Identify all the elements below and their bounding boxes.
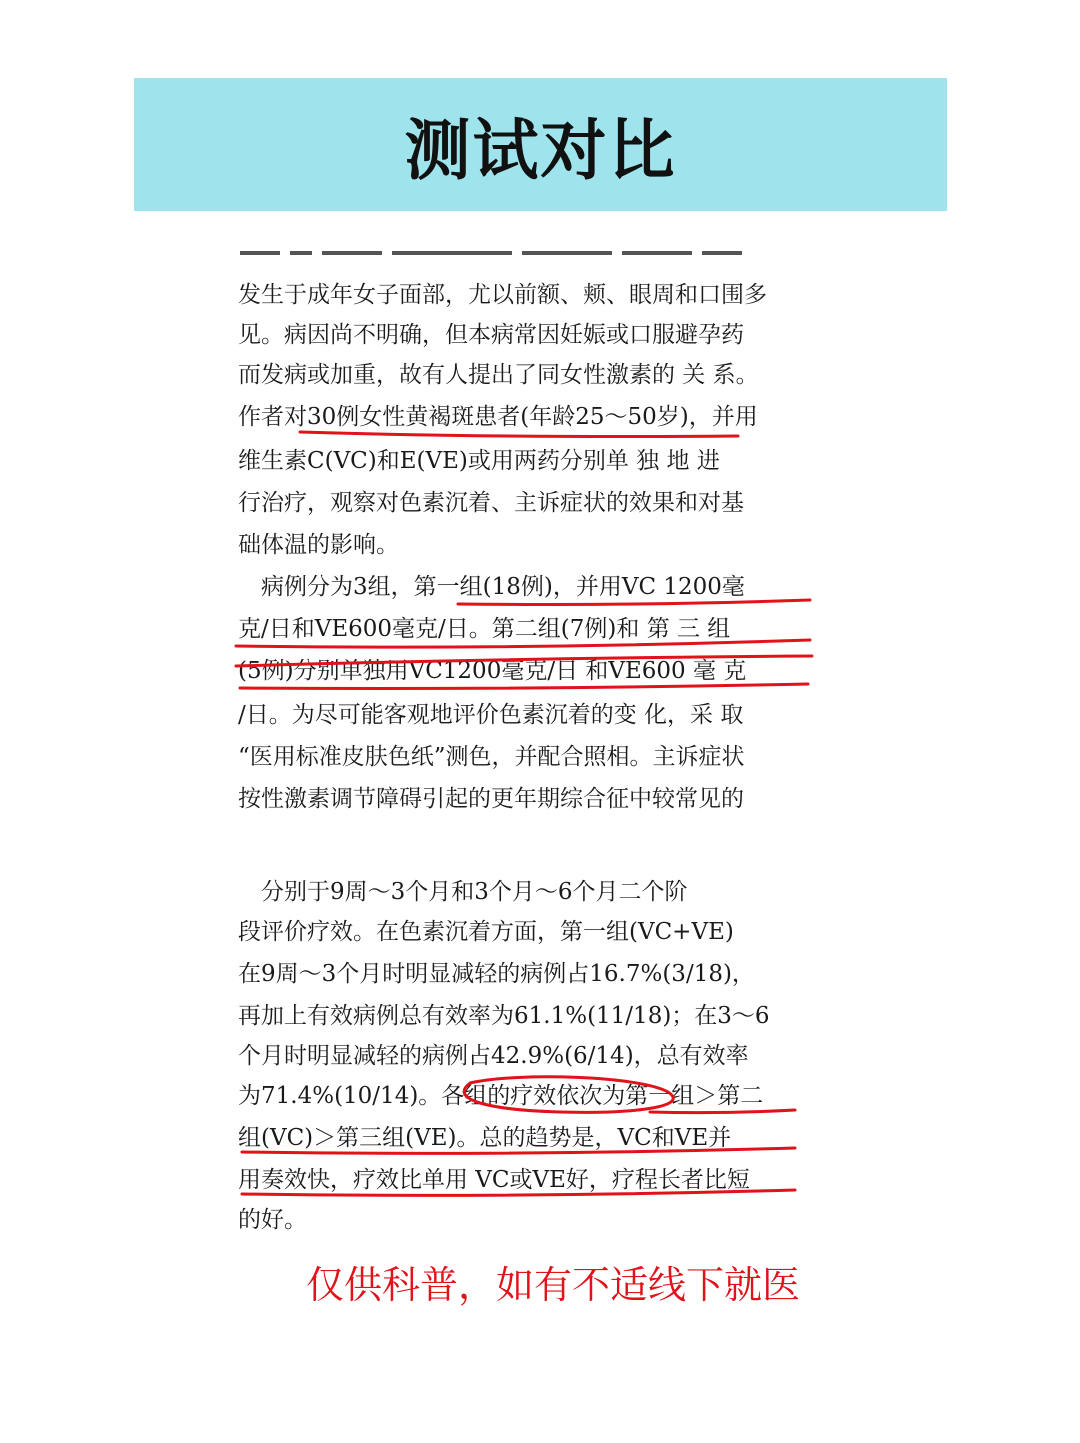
- text-line: 按性激素调节障碍引起的更年期综合征中较常见的: [238, 786, 744, 812]
- text-line: 病例分为3组，第一组(18例)，并用VC 1200毫: [238, 574, 745, 600]
- text-line: 为71.4%(10/14)。各组的疗效依次为第一组＞第二: [238, 1083, 764, 1109]
- title-banner: [134, 78, 947, 211]
- document-excerpt-2: [238, 872, 808, 1232]
- text-line: 分别于9周～3个月和3个月～6个月二个阶: [238, 879, 688, 905]
- text-line: 作者对30例女性黄褐斑患者(年龄25～50岁)，并用: [238, 404, 758, 430]
- text-line: 见。病因尚不明确，但本病常因妊娠或口服避孕药: [238, 322, 744, 348]
- text-line: 克/日和VE600毫克/日。第二组(7例)和 第 三 组: [238, 616, 731, 642]
- cropped-text-line: [240, 246, 812, 258]
- page-title: 测试对比: [404, 112, 677, 189]
- text-line: 的好。: [238, 1207, 307, 1233]
- text-line: 础体温的影响。: [238, 532, 399, 558]
- text-line: 组(VC)＞第三组(VE)。总的趋势是，VC和VE并: [238, 1125, 732, 1151]
- text-line: 发生于成年女子面部，尤以前额、颊、眼周和口围多: [238, 282, 767, 308]
- text-line: 再加上有效病例总有效率为61.1%(11/18)；在3～6: [238, 1003, 770, 1029]
- text-line: 用奏效快，疗效比单用 VC或VE好，疗程长者比短: [238, 1167, 750, 1193]
- text-line: 维生素C(VC)和E(VE)或用两药分别单 独 地 进: [238, 448, 720, 474]
- text-line: 而发病或加重，故有人提出了同女性激素的 关 系。: [238, 362, 759, 388]
- text-line: (5例)分别单独用VC1200毫克/日 和VE600 毫 克: [238, 658, 747, 684]
- document-excerpt-1: [238, 275, 818, 815]
- text-line: 个月时明显减轻的病例占42.9%(6/14)，总有效率: [238, 1043, 749, 1069]
- disclaimer-text: 仅供科普，如有不适线下就医: [306, 1263, 801, 1307]
- text-line: 行治疗，观察对色素沉着、主诉症状的效果和对基: [238, 490, 744, 516]
- text-line: “医用标准皮肤色纸”测色，并配合照相。主诉症状: [238, 744, 745, 770]
- text-line: 段评价疗效。在色素沉着方面，第一组(VC+VE): [238, 919, 734, 945]
- text-line: /日。为尽可能客观地评价色素沉着的变 化，采 取: [238, 702, 744, 728]
- text-line: 在9周～3个月时明显减轻的病例占16.7%(3/18)，: [238, 961, 755, 987]
